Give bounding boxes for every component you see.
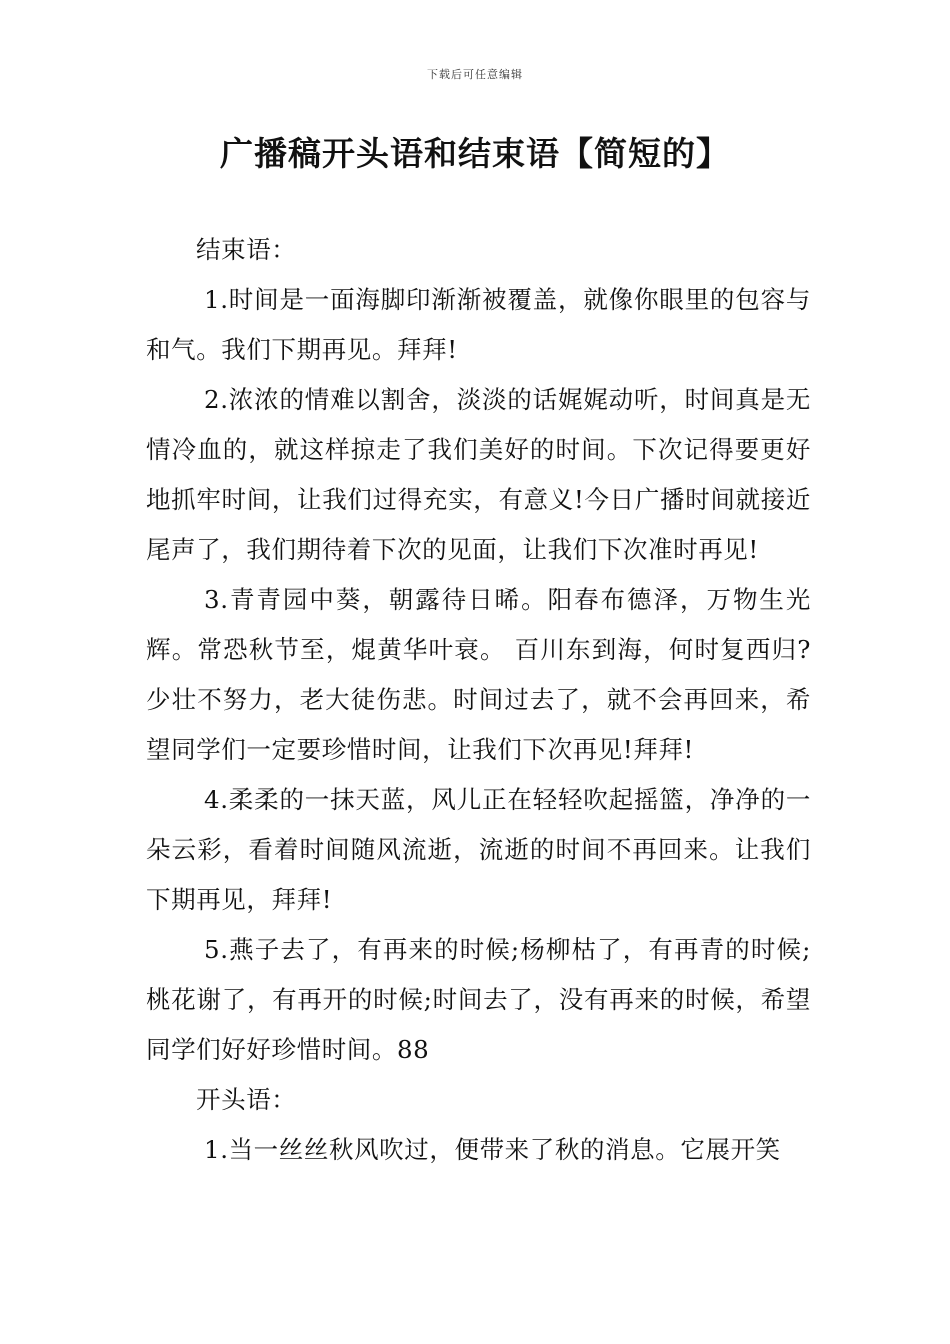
closing-section-heading: 结束语：: [196, 235, 297, 264]
opening-section-heading: 开头语：: [196, 1085, 297, 1114]
document-body: [146, 225, 811, 1175]
header-note: 下载后可任意编辑: [427, 68, 523, 81]
opening-paragraph-1: 1.当一丝丝秋风吹过，便带来了秋的消息。它展开笑: [204, 1135, 781, 1164]
closing-paragraph-2: 2.浓浓的情难以割舍，淡淡的话娓娓动听，时间真是无情冷血的，就这样掠走了我们美好的时间。下次记得要更好地抓牢时间，让我们过得充实，有意义!今日广播时间就接近尾声了，我们期待着下次的见面，让我们下次准时再见!: [146, 385, 811, 564]
closing-paragraph-1: 1.时间是一面海脚印渐渐被覆盖，就像你眼里的包容与和气。我们下期再见。拜拜!: [146, 285, 811, 364]
page-title: 广播稿开头语和结束语【简短的】: [220, 134, 730, 173]
closing-paragraph-3: 3.青青园中葵，朝露待日晞。阳春布德泽，万物生光辉。常恐秋节至，焜黄华叶衰。 百川东到海，何时复西归? 少壮不努力，老大徒伤悲。时间过去了，就不会再回来，希望同学们一定要珍惜时间，让我们下次再见!拜拜!: [146, 585, 811, 764]
closing-paragraph-4: 4.柔柔的一抹天蓝，风儿正在轻轻吹起摇篮，净净的一朵云彩，看着时间随风流逝，流逝的时间不再回来。让我们下期再见，拜拜!: [146, 785, 811, 914]
closing-paragraph-5: 5.燕子去了，有再来的时候;杨柳枯了，有再青的时候;桃花谢了，有再开的时候;时间去了，没有再来的时候，希望同学们好好珍惜时间。88: [146, 935, 811, 1064]
